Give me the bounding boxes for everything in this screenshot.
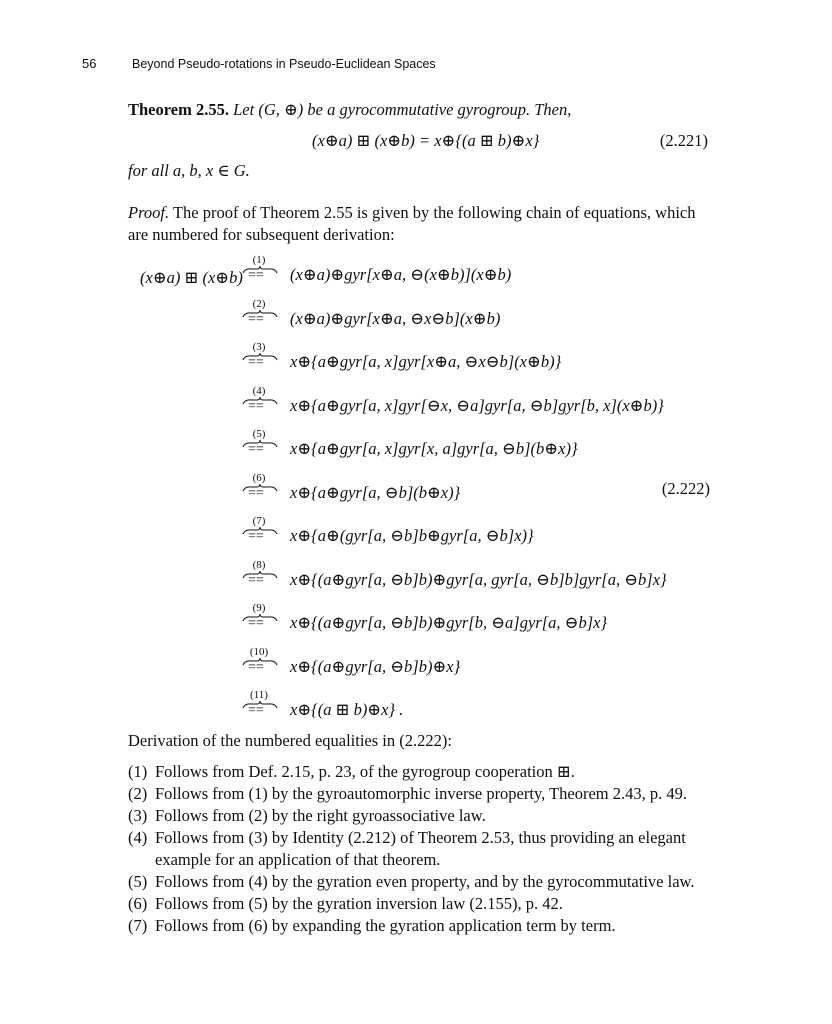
step-label: (4) [252,384,266,397]
equals-sign: == [248,703,264,718]
derivation-heading: Derivation of the numbered equalities in (2.222): [128,731,452,750]
equals-sign: == [248,268,264,283]
derivation-item [128,805,718,827]
chain-lhs: (x⊕a) ⊞ (x⊕b) [140,268,243,287]
derivation-text: Follows from (2) by the right gyroassociative law. [155,806,486,825]
step-label: (10) [249,645,269,658]
derivation-number: (4) [128,828,148,847]
derivation-number: (1) [128,762,148,781]
derivation-text: Follows from (6) by expanding the gyration application term by term. [155,916,616,935]
derivation-text: Follows from (3) by Identity (2.212) of Theorem 2.53, thus providing an elegant example for an application of that theorem. [155,828,686,869]
derivation-item [128,893,718,915]
equals-sign: == [248,616,264,631]
running-header [82,56,436,71]
step-expression: x⊕{a⊕(gyr[a, ⊖b]b⊕gyr[a, ⊖b]x)} [290,526,534,545]
step-expression: x⊕{(a⊕gyr[a, ⊖b]b)⊕gyr[a, gyr[a, ⊖b]b]gyr[a, ⊖b]x} [290,569,667,589]
step-expression: x⊕{(a ⊞ b)⊕x} . [290,700,404,719]
derivation-item [128,761,718,783]
chain-step [240,602,660,642]
equals-sign: == [248,659,264,675]
equals-sign: == [248,529,264,544]
step-expression: x⊕{a⊕gyr[a, x]gyr[x⊕a, ⊖x⊖b](x⊕b)} [290,352,562,371]
equals-sign: == [248,311,264,327]
step-expression: (x⊕a)⊕gyr[x⊕a, ⊖x⊖b](x⊕b) [290,308,501,328]
theorem-quantifier: for all a, b, x ∈ G. [128,161,250,180]
derivation-number: (5) [128,872,148,891]
equals-sign: == [248,355,264,370]
step-label: (5) [252,428,266,440]
proof-text: The proof of Theorem 2.55 is given by the following chain of equations, which are numbered for subsequent derivation: [128,203,696,244]
equation-tag: (2.221) [659,131,708,150]
running-title: Beyond Pseudo-rotations in Pseudo-Euclidean Spaces [132,57,436,71]
step-expression: x⊕{a⊕gyr[a, x]gyr[⊖x, ⊖a]gyr[a, ⊖b]gyr[b, x](x⊕b)} [290,395,664,415]
chain-step [240,472,660,512]
derivation-item [128,915,718,937]
step-expression: x⊕{a⊕gyr[a, x]gyr[x, a]gyr[a, ⊖b](b⊕x)} [290,439,578,458]
derivation-text: Follows from (4) by the gyration even property, and by the gyrocommutative law. [155,872,695,891]
chain-step [240,515,660,555]
step-label: (9) [252,602,266,614]
step-expression: x⊕{a⊕gyr[a, ⊖b](b⊕x)} [290,482,461,502]
equals-sign: == [248,442,264,457]
derivation-number: (3) [128,806,148,825]
chain-step [240,254,660,294]
step-expression: (x⊕a)⊕gyr[x⊕a, ⊖(x⊕b)](x⊕b) [290,265,512,284]
chain-step [240,689,660,729]
step-expression: x⊕{(a⊕gyr[a, ⊖b]b)⊕x} [290,656,461,676]
derivation-text: Follows from (1) by the gyroautomorphic inverse property, Theorem 2.43, p. 49. [155,784,688,803]
equals-sign: == [248,485,264,501]
step-label: (2) [252,297,266,310]
equals-sign: == [248,398,264,414]
theorem-label: Theorem 2.55. [128,100,229,119]
step-label: (1) [252,254,266,266]
derivation-item [128,827,718,871]
proof-label: Proof. [128,203,170,222]
chain-step [240,298,660,338]
equation-body: (x⊕a) ⊞ (x⊕b) = x⊕{(a ⊞ b)⊕x} [312,131,540,150]
chain-step [240,428,660,468]
equals-sign: == [248,572,264,588]
step-label: (3) [252,341,266,353]
derivation-list [128,761,718,937]
theorem-text: Let (G, ⊕) be a gyrocommutative gyrogroup. Then, [233,100,572,119]
derivation-item [128,783,718,805]
derivation-number: (6) [128,894,148,913]
step-label: (8) [252,558,266,571]
derivation-text: Follows from (5) by the gyration inversion law (2.155), p. 42. [155,894,563,913]
chain-step [240,341,660,381]
derivation-number: (2) [128,784,148,803]
derivation-item [128,871,718,893]
step-expression: x⊕{(a⊕gyr[a, ⊖b]b)⊕gyr[b, ⊖a]gyr[a, ⊖b]x} [290,613,608,632]
page-number: 56 [82,56,97,71]
chain-step [240,646,660,686]
chain-step [240,384,664,425]
derivation-text: Follows from Def. 2.15, p. 23, of the gyrogroup cooperation ⊞. [155,762,575,781]
theorem-statement [128,100,710,120]
derivation-number: (7) [128,916,148,935]
proof-intro [128,202,710,246]
chain-step [240,558,667,599]
equation-tag-2-222: (2.222) [661,479,710,498]
step-label: (6) [252,471,266,484]
step-label: (11) [250,689,268,701]
step-label: (7) [252,515,266,527]
